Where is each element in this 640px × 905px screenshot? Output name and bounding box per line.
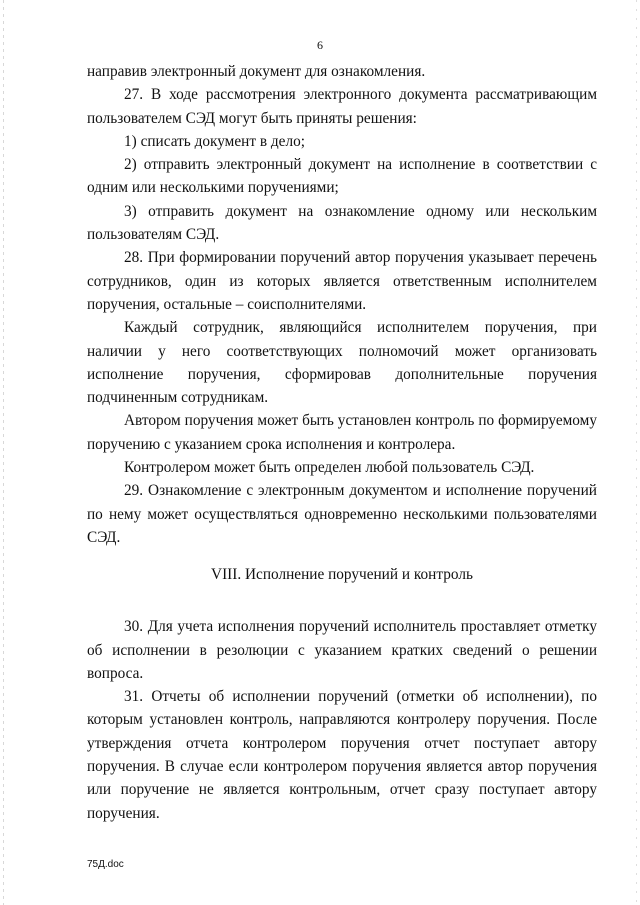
list-item-27-3: 3) отправить документ на ознакомление одному или нескольким пользователям СЭД. (87, 202, 597, 244)
paragraph-27: 27. В ходе рассмотрения электронного документа рассматривающим пользователем СЭД могут быть приняты решения: (87, 86, 597, 127)
scan-edge-right (636, 0, 637, 905)
paragraph-28-employees: Каждый сотрудник, являющийся исполнителем поручения, при наличии у него соответствующих полномочий может организовать исполнение поручения, сформировав дополнительные поручения подчиненным сотрудникам. (87, 319, 597, 407)
paragraph-continuation: направив электронный документ для ознакомления. (87, 63, 426, 80)
section-heading: VIII. Исполнение поручений и контроль (211, 566, 473, 584)
list-item-27-2: 2) отправить электронный документ на исполнение в соответствии с одним или несколькими поручениями; (87, 156, 597, 197)
paragraph-31: 31. Отчеты об исполнении поручений (отметки об исполнении), по которым установлен контроль, направляются контролеру поручения. После утверждения отчета контролером поручения отчет поступает автору поручения. В случае если контролером поручения является автор поручения или поручение не является контрольным, отчет сразу поступает автору поручения. (87, 688, 597, 822)
document-body (87, 60, 597, 825)
paragraph-30: 30. Для учета исполнения поручений исполнитель проставляет отметку об исполнении в резолюции с указанием кратких сведений о решении вопроса. (87, 618, 597, 682)
page-number: 6 (317, 38, 323, 52)
footer-filename: 75Д.doc (87, 859, 124, 870)
paragraph-29: 29. Ознакомление с электронным документом и исполнение поручений по нему может осуществляться одновременно несколькими пользователями СЭД. (87, 482, 597, 546)
scan-edge-left (3, 0, 4, 905)
paragraph-28-control: Автором поручения может быть установлен контроль по формируемому поручению с указанием срока исполнения и контролера. (87, 412, 597, 453)
paragraph-28: 28. При формировании поручений автор поручения указывает перечень сотрудников, один из которых является ответственным исполнителем поручения, остальные – соисполнителями. (87, 249, 597, 313)
list-item-27-1: 1) списать документ в дело; (124, 132, 305, 150)
paragraph-28-controller: Контролером может быть определен любой пользователь СЭД. (124, 459, 535, 477)
